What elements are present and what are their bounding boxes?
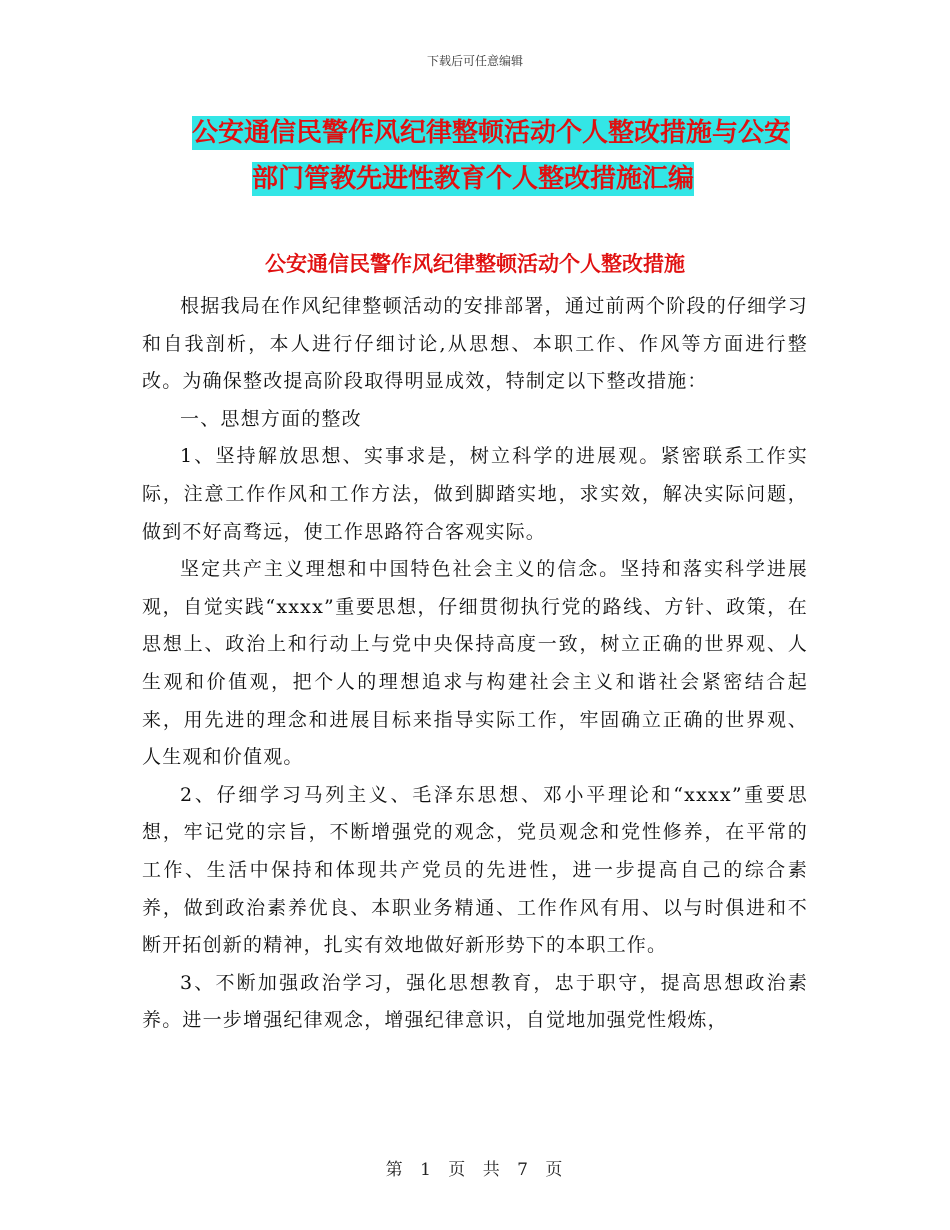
footer-ye-1: 页	[448, 1160, 468, 1180]
paragraph-belief: 坚定共产主义理想和中国特色社会主义的信念。坚持和落实科学进展观，自觉实践“xxxx”重要思想，仔细贯彻执行党的路线、方针、政策，在思想上、政治上和行动上与党中央保持高度一致，树立正确的世界观、人生观和价值观，把个人的理想追求与构建社会主义和谐社会紧密结合起来，用先进的理念和进展目标来指导实际工作，牢固确立正确的世界观、人生观和价值观。	[142, 558, 808, 769]
section-title: 公安通信民警作风纪律整顿活动个人整改措施	[265, 252, 685, 276]
paragraph-item-1: 1、坚持解放思想、实事求是，树立科学的进展观。紧密联系工作实际，注意工作作风和工作方法，做到脚踏实地，求实效，解决实际问题，做到不好高骛远，使工作思路符合客观实际。	[142, 445, 808, 543]
paragraph-heading-thought: 一、思想方面的整改	[180, 407, 362, 430]
footer-current-page: 1	[420, 1160, 433, 1180]
footer-total-pages: 7	[517, 1160, 530, 1180]
header-note: 下载后可任意编辑	[426, 54, 523, 68]
paragraph-item-2: 2、仔细学习马列主义、毛泽东思想、邓小平理论和“xxxx”重要思想，牢记党的宗旨，不断增强党的观念，党员观念和党性修养，在平常的工作、生活中保持和体现共产党员的先进性，进一步提高自己的综合素养，做到政治素养优良、本职业务精通、工作作风有用、以与时俱进和不断开拓创新的精神，扎实有效地做好新形势下的本职工作。	[142, 783, 808, 957]
paragraph-intro: 根据我局在作风纪律整顿活动的安排部署，通过前两个阶段的仔细学习和自我剖析，本人进行仔细讨论,从思想、本职工作、作风等方面进行整改。为确保整改提高阶段取得明显成效，特制定以下整改措施：	[142, 295, 808, 393]
paragraph-item-3: 3、不断加强政治学习，强化思想教育，忠于职守，提高思想政治素养。进一步增强纪律观念，增强纪律意识，自觉地加强党性煅炼，	[142, 971, 808, 1032]
page-number-footer	[0, 1155, 950, 1180]
document-title-line-2: 部门管教先进性教育个人整改措施汇编	[252, 164, 695, 194]
footer-di: 第	[385, 1160, 405, 1180]
body-text	[142, 288, 808, 1040]
footer-ye-2: 页	[545, 1160, 565, 1180]
footer-gong: 共	[482, 1160, 502, 1180]
document-title-line-1: 公安通信民警作风纪律整顿活动个人整改措施与公安	[192, 118, 791, 148]
document-title	[192, 110, 812, 202]
